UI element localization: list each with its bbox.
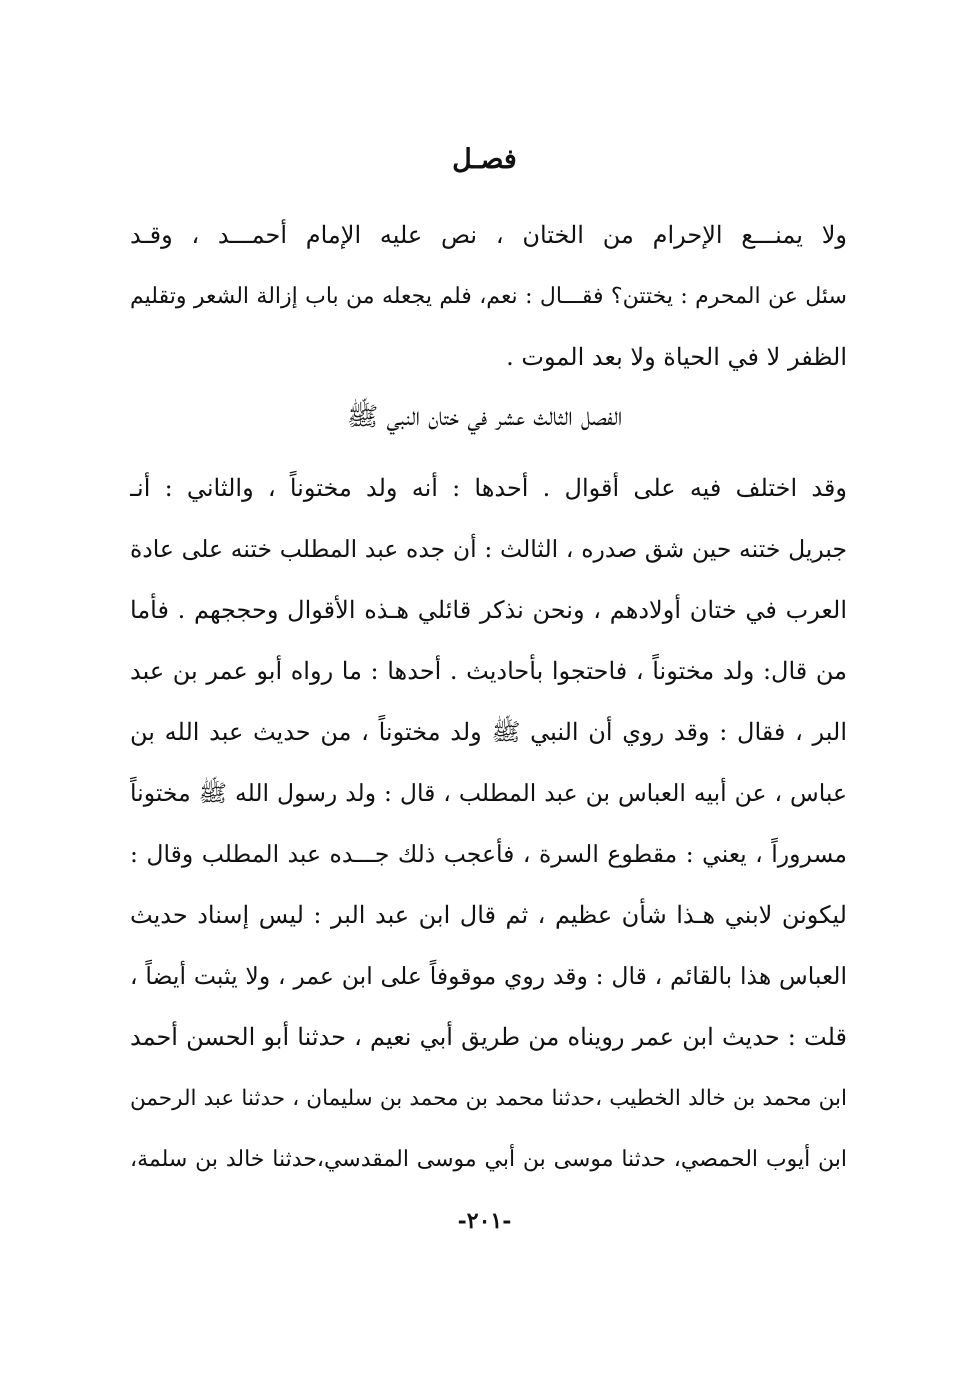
text-line: العباس هذا بالقائم ، قال : وقد روي موقوفاً على ابن عمر ، ولا يثبت أيضاً ،: [130, 962, 847, 990]
text-line: الظفر لا في الحياة ولا بعد الموت .: [506, 343, 847, 371]
text-line: البر ، فقال : وقد روي أن النبي ﷺ ولد مختوناً ، من حديث عبد الله بن: [130, 718, 847, 746]
text-line: مسروراً ، يعني : مقطوع السرة ، فأعجب ذلك جـــده عبد المطلب وقال :: [130, 840, 847, 868]
text-line: عباس ، عن أبيه العباس بن عبد المطلب ، قال : ولد رسول الله ﷺ مختوناً: [130, 779, 847, 807]
chapter-heading: الفصل الثالث عشر في ختان النبي ﷺ: [346, 402, 623, 432]
section-heading: فصـل: [452, 144, 517, 175]
text-line: قلت : حديث ابن عمر رويناه من طريق أبي نعيم ، حدثنا أبو الحسن أحمد: [130, 1023, 847, 1051]
page-number: -٢٠١-: [457, 1208, 512, 1234]
text-line: ابن محمد بن خالد الخطيب ،حدثنا محمد بن محمد بن سليمان ، حدثنا عبد الرحمن: [130, 1086, 847, 1111]
text-line: جبريل ختنه حين شق صدره ، الثالث : أن جده عبد المطلب ختنه على عادة: [130, 535, 847, 563]
text-line: وقد اختلف فيه على أقوال . أحدها : أنه ولد مختوناً ، والثاني : أنـ: [130, 474, 847, 502]
text-line: ليكونن لابني هـذا شأن عظيم ، ثم قال ابن عبد البر : ليس إسناد حديث: [130, 901, 847, 929]
text-line: العرب في ختان أولادهم ، ونحن نذكر قائلي هـذه الأقوال وحججهم . فأما: [130, 596, 847, 624]
text-line: ولا يمنـــع الإحرام من الختان ، نص عليه الإمام أحمـــد ، وقـد: [130, 221, 847, 249]
paragraph-2: [130, 458, 847, 1190]
text-line: سئل عن المحرم : يختتن؟ فقـــال : نعم، فلم يجعله من باب إزالة الشعر وتقليم: [130, 284, 847, 309]
paragraph-1: [130, 205, 847, 388]
text-line: من قال: ولد مختوناً ، فاحتجوا بأحاديث . أحدها : ما رواه أبو عمر بن عبد: [130, 657, 847, 685]
text-line: ابن أيوب الحمصي، حدثنا موسى بن أبي موسى المقدسي،حدثنا خالد بن سلمة،: [130, 1147, 847, 1172]
